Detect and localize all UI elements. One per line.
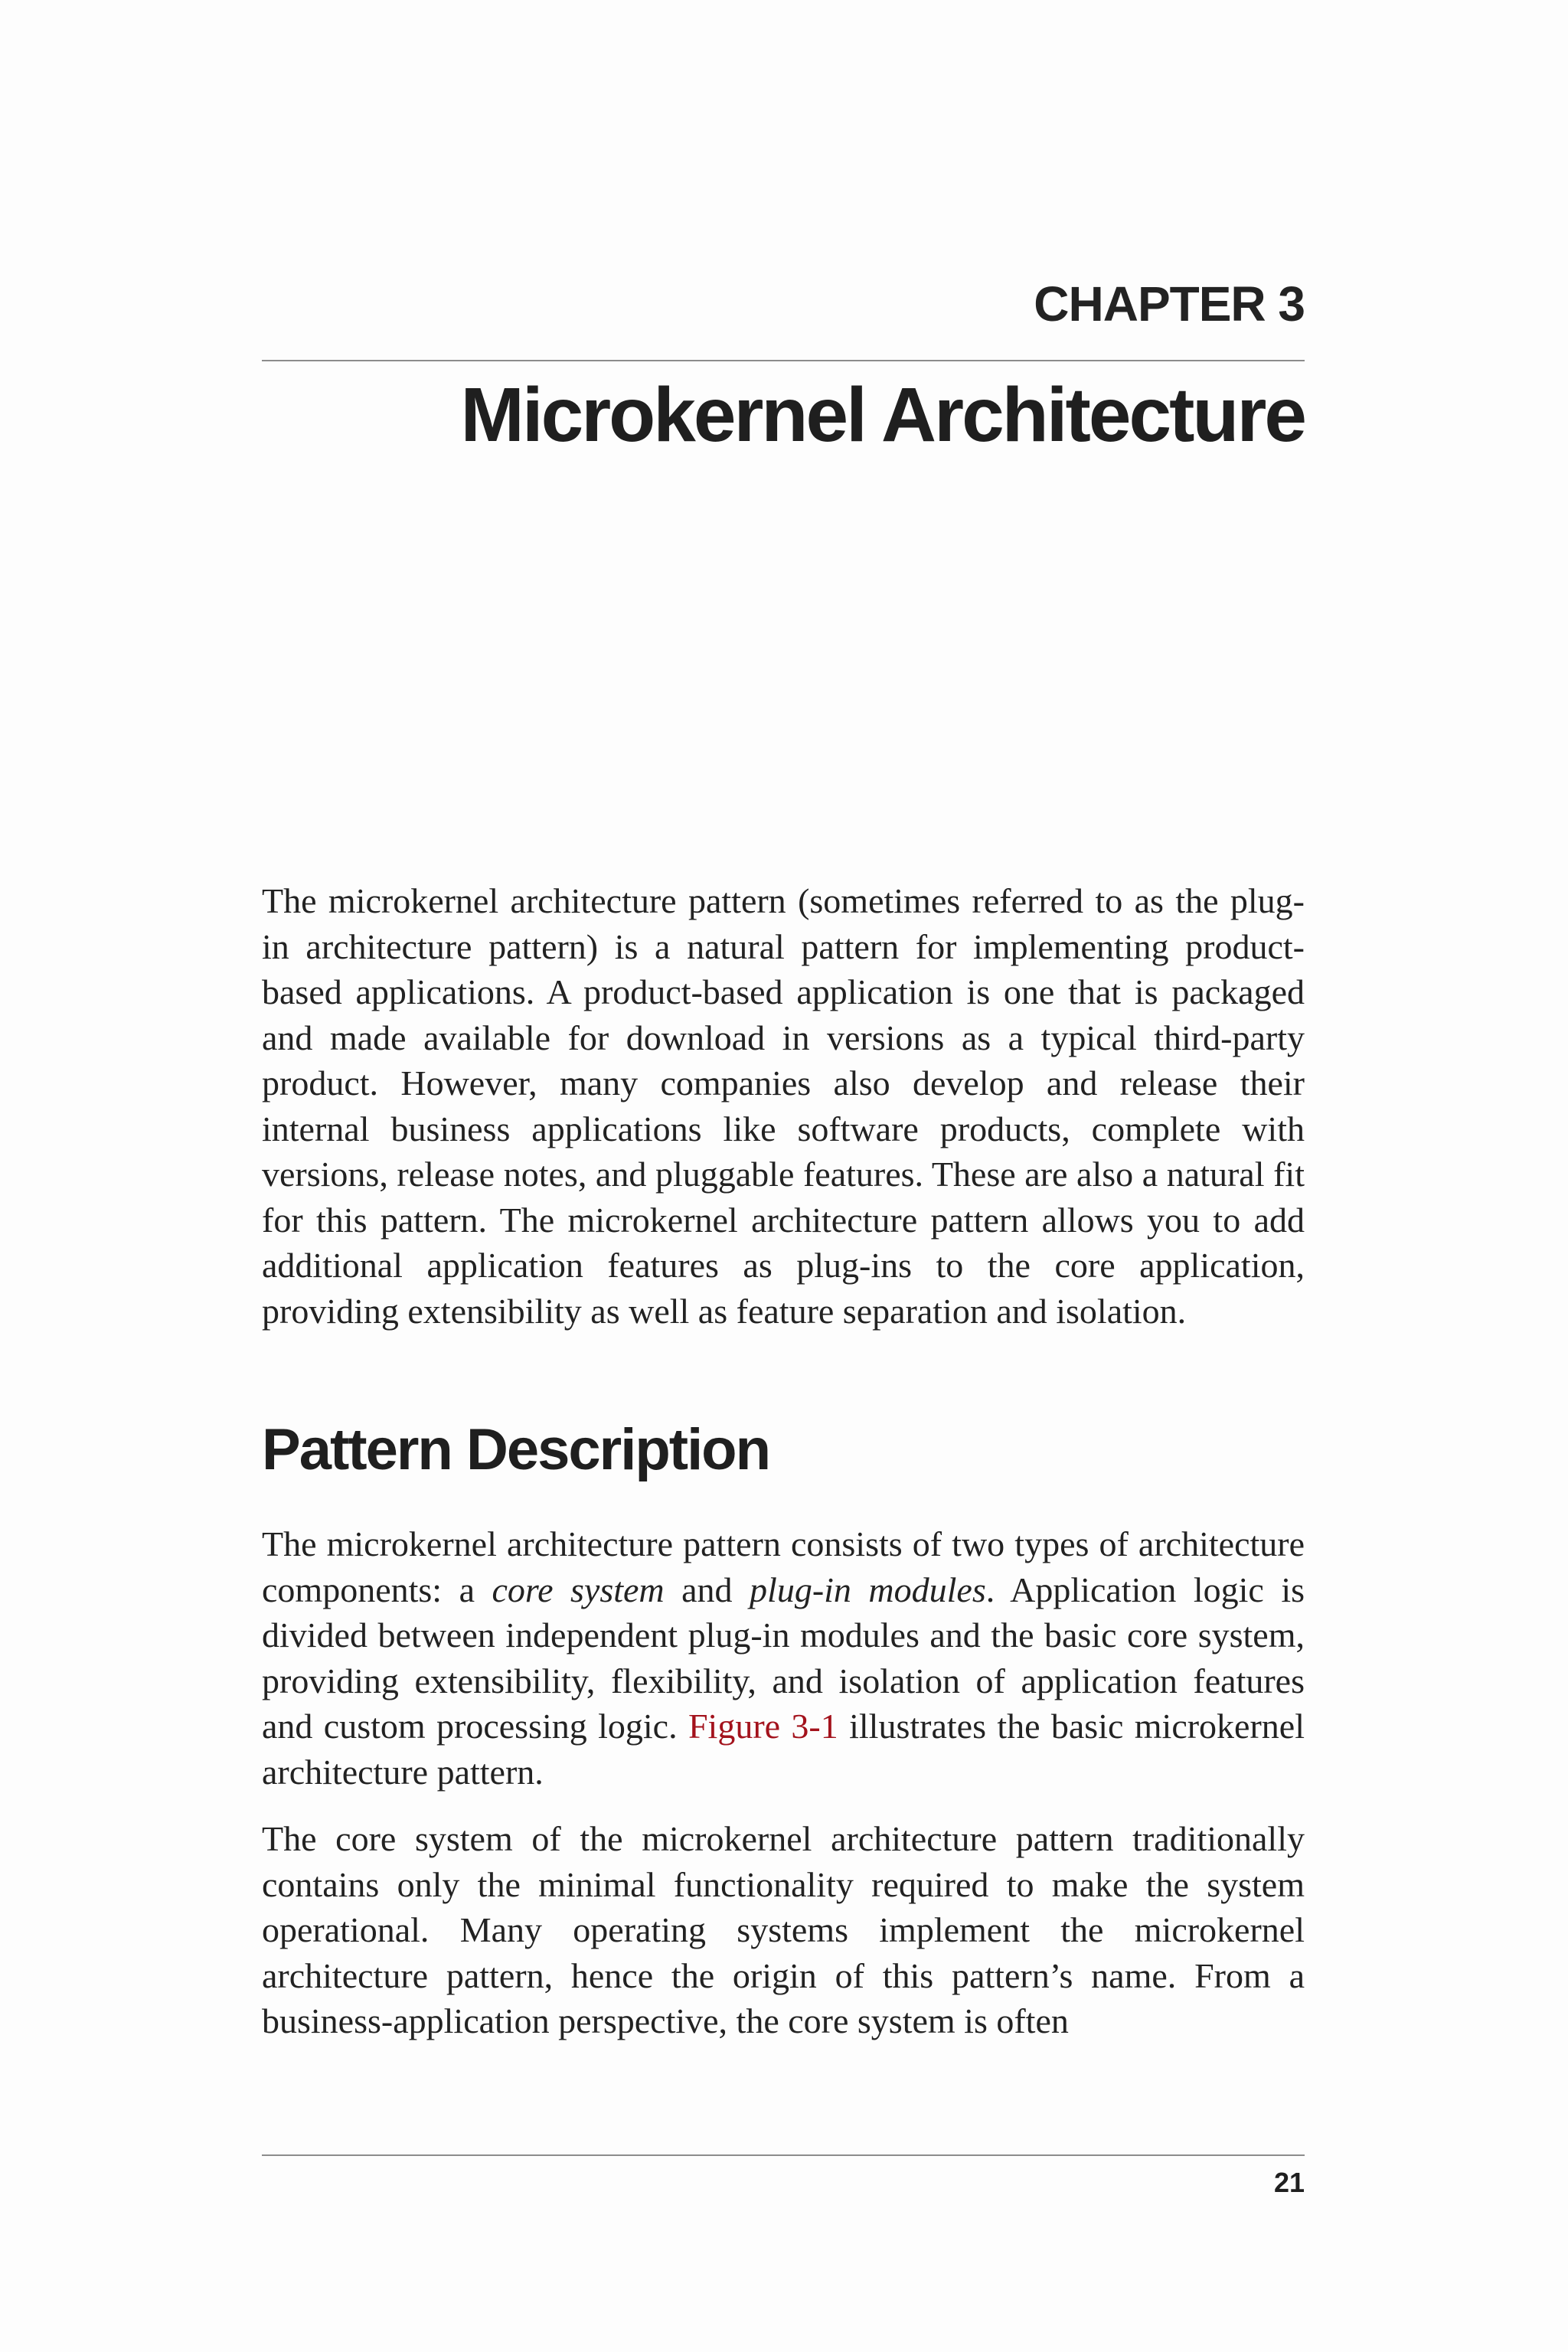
text-run: . Application logic is divided between independent plug-in modules and the basic core system, providing extensibility, flexibility, and isolation of application features and custom processing logic. [262,1570,1305,1746]
text-run: The microkernel architecture pattern consists of two types of architecture components: a [262,1524,1305,1609]
text-run: illustrates the basic microkernel architecture pattern. [262,1707,1305,1792]
chapter-title: Microkernel Architecture [460,372,1305,458]
term-plug-in-modules: plug-in modules [750,1570,986,1609]
page-number: 21 [1273,2167,1305,2198]
chapter-divider [262,360,1305,361]
footer-divider [262,2154,1305,2156]
intro-paragraph: The microkernel architecture pattern (sometimes referred to as the plug-in architecture pattern) is a natural pattern for implementing product-based applications. A product-based application is one that is packaged and made available for download in versions as a typical third-party product. However, many companies also develop and release their internal business applications like software products, complete with versions, release notes, and pluggable features. These are also a natural fit for this pattern. The microkernel architecture pattern allows you to add additional application features as plug-ins to the core application, providing extensibility as well as feature separation and isolation. [262,881,1305,1331]
figure-reference-link[interactable]: Figure 3-1 [688,1707,838,1746]
section-heading: Pattern Description [262,1417,770,1482]
core-system-paragraph: The core system of the microkernel architecture pattern traditionally contains only the minimal functionality required to make the system operational. Many operating systems implement the microkernel architecture pattern, hence the origin of this pattern’s name. From a business-application perspective, the core system is often [262,1819,1305,2040]
pattern-description-paragraph [262,1521,1305,1795]
term-core-system: core system [492,1570,665,1609]
text-run: and [664,1570,750,1609]
chapter-label: CHAPTER 3 [1034,276,1305,332]
